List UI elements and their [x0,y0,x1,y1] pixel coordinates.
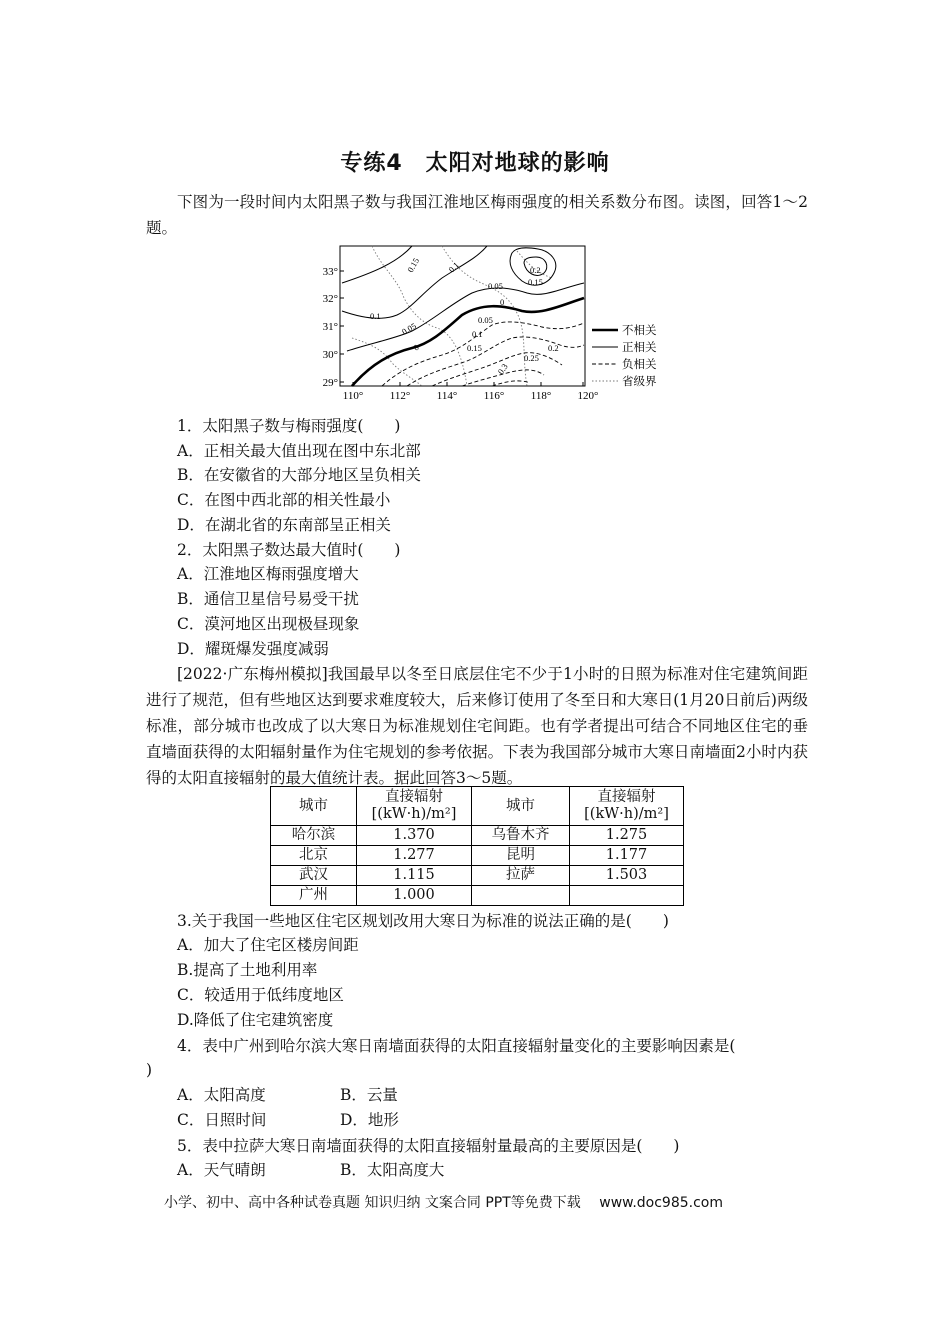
contour-label: 0.15 [528,277,543,287]
footer-site-link[interactable]: www.doc985.com [599,1195,723,1211]
q3-stem: 3.关于我国一些地区住宅区规划改用大寒日为标准的说法正确的是( ) [177,912,669,930]
contour-label: 0.1 [446,259,461,275]
table-row: 广州 1.000 [271,886,684,906]
intro-paragraph-2: [2022·广东梅州模拟]我国最早以冬至日底层住宅不少于1小时的日照为标准对住宅建筑间距进行了规范，但有些地区达到要求难度较大，后来修订使用了冬至日和大寒日(1月20日前后)两级标准，部分城市也改成了以大寒日为标准规划住宅间距。也有学者提出可结合不同地区住宅的垂直墙面获得的太阳辐射量作为住宅规划的参考依据。下表为我国部分城市大寒日南墙面2小时内获得的太阳直接辐射的最大值统计表。据此回答3～5题。 [146,665,808,787]
lat-label: 33° [322,266,338,278]
legend-label: 负相关 [622,359,657,371]
lon-label: 110° [342,390,364,402]
q1-option: C．在图中西北部的相关性最小 [177,491,391,509]
page-title: 专练4 太阳对地球的影响 [340,151,610,176]
map-legend [592,323,657,388]
contour-label: 0.05 [488,281,503,291]
legend-label: 不相关 [622,325,657,337]
lon-label: 116° [483,390,505,402]
q3-option: D.降低了住宅建筑密度 [177,1011,334,1029]
contour-label: 0.05 [478,315,493,325]
q4-option: A．太阳高度 [177,1086,266,1104]
contour-label: 0.1 [370,311,381,321]
table-header-radiation: 直接辐射 [(kW·h)/m²] [570,787,684,826]
lon-label: 112° [389,390,411,402]
q1-option: D．在湖北省的东南部呈正相关 [177,516,391,534]
q4-option: B．云量 [340,1086,398,1104]
q5-option: B．太阳高度大 [340,1161,445,1179]
lat-label: 32° [322,293,338,305]
q5-options-row [177,1159,445,1181]
contour-label: 0.05 [400,320,418,337]
lat-label: 31° [322,321,338,333]
table-row: 武汉 1.115 拉萨 1.503 [271,866,684,886]
lon-label: 120° [577,390,599,402]
q2-option: B．通信卫星信号易受干扰 [177,590,359,608]
contour-label: 0.25 [524,353,539,363]
contour-label: 0.1 [472,329,483,339]
lon-label: 114° [436,390,458,402]
table-header-city: 城市 [472,787,570,826]
q2-option: C．漠河地区出现极昼现象 [177,615,360,633]
q4-option: C．日照时间 [177,1111,267,1129]
q3-option: A．加大了住宅区楼房间距 [177,936,359,954]
contour-label: 0.3 [495,361,510,377]
page-footer [164,1192,723,1212]
q4-stem: 4．表中广州到哈尔滨大寒日南墙面获得的太阳直接辐射量变化的主要影响因素是( [177,1037,736,1055]
contour-label: 0.15 [467,343,482,353]
q2-option: A．江淮地区梅雨强度增大 [177,565,359,583]
footer-text: 小学、初中、高中各种试卷真题 知识归纳 文案合同 PPT等免费下载 [164,1195,581,1211]
q1-option: B．在安徽省的大部分地区呈负相关 [177,466,421,484]
q4-options-row [177,1109,399,1131]
q4-options-row [177,1084,398,1106]
q2-stem: 2．太阳黑子数达最大值时( ) [177,541,401,559]
q2-option: D．耀斑爆发强度减弱 [177,640,329,658]
table-header-city: 城市 [271,787,357,826]
legend-label: 省级界 [622,376,657,388]
intro-paragraph-1: 下图为一段时间内太阳黑子数与我国江淮地区梅雨强度的相关系数分布图。读图，回答1～2题。 [146,193,808,237]
table-row: 哈尔滨 1.370 乌鲁木齐 1.275 [271,826,684,846]
table-row: 北京 1.277 昆明 1.177 [271,846,684,866]
q5-stem: 5．表中拉萨大寒日南墙面获得的太阳直接辐射量最高的主要原因是( ) [177,1137,680,1155]
lat-label: 30° [322,349,338,361]
contour-label: 0.15 [405,256,422,274]
contour-label: 0.2 [530,265,541,275]
q1-option: A．正相关最大值出现在图中东北部 [177,442,421,460]
table-header-radiation: 直接辐射 [(kW·h)/m²] [357,787,472,826]
radiation-table [270,786,684,906]
lat-label: 29° [322,377,338,389]
lon-label: 118° [530,390,552,402]
q4-stem-end: ) [146,1061,153,1079]
correlation-map-figure [312,243,672,403]
q4-option: D．地形 [340,1111,399,1129]
q1-stem: 1．太阳黑子数与梅雨强度( ) [177,417,401,435]
legend-label: 正相关 [622,342,657,354]
contour-label: 0.2 [548,343,559,353]
q5-option: A．天气晴朗 [177,1161,266,1179]
q3-option: C．较适用于低纬度地区 [177,986,344,1004]
q3-option: B.提高了土地利用率 [177,961,318,979]
contour-label: 0 [500,297,505,307]
contour-label: 0 [411,342,421,353]
